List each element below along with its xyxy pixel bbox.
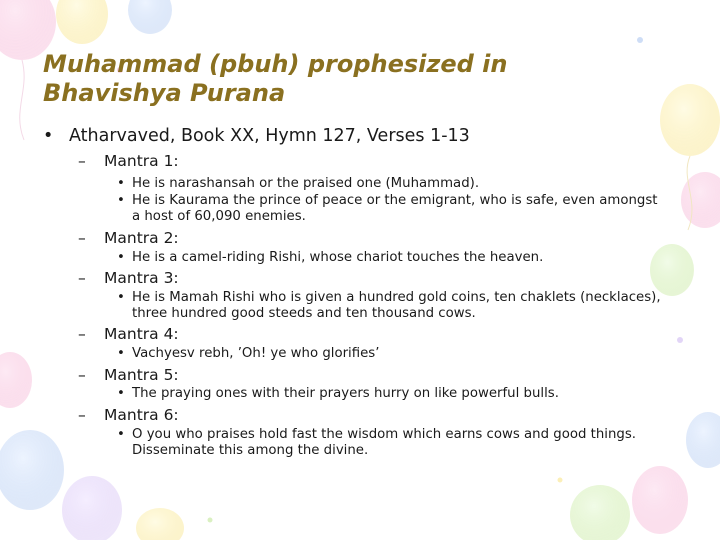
mantra-label: Mantra 5: bbox=[104, 366, 179, 384]
dash-marker: – bbox=[78, 229, 86, 247]
main-bullet-item bbox=[43, 126, 470, 146]
mantra-point bbox=[117, 386, 692, 402]
mantra-point-text: He is Kaurama the prince of peace or the emigrant, who is safe, even amongst a host of 60,090 enemies. bbox=[132, 193, 658, 224]
bullet-marker: • bbox=[117, 386, 125, 401]
mantra-point-text: He is a camel-riding Rishi, whose chariot touches the heaven. bbox=[132, 250, 544, 265]
mantra-heading bbox=[78, 406, 179, 424]
mantra-heading bbox=[78, 152, 179, 170]
bullet-marker: • bbox=[117, 346, 125, 361]
bullet-marker: • bbox=[117, 250, 125, 265]
mantra-point-text: He is Mamah Rishi who is given a hundred gold coins, ten chaklets (necklaces), three hundred good steeds and ten thousand cows. bbox=[132, 290, 661, 321]
main-bullet-text: Atharvaved, Book XX, Hymn 127, Verses 1-13 bbox=[69, 126, 470, 146]
dash-marker: – bbox=[78, 325, 86, 343]
mantra-label: Mantra 1: bbox=[104, 152, 179, 170]
mantra-label: Mantra 3: bbox=[104, 269, 179, 287]
bullet-marker: • bbox=[117, 193, 125, 208]
bullet-marker: • bbox=[117, 427, 125, 442]
mantra-point-text: The praying ones with their prayers hurry on like powerful bulls. bbox=[132, 386, 559, 401]
mantra-point bbox=[117, 427, 652, 459]
mantra-label: Mantra 4: bbox=[104, 325, 179, 343]
mantra-point-text: O you who praises hold fast the wisdom which earns cows and good things. Disseminate this among the divine. bbox=[132, 427, 637, 458]
slide-title-line: Muhammad (pbuh) prophesized in bbox=[43, 50, 508, 78]
mantra-point bbox=[117, 290, 677, 322]
mantra-heading bbox=[78, 269, 179, 287]
mantra-heading bbox=[78, 366, 179, 384]
mantra-point bbox=[117, 176, 692, 192]
mantra-point bbox=[117, 250, 692, 266]
mantra-label: Mantra 6: bbox=[104, 406, 179, 424]
mantra-point-text: Vachyesv rebh, ’Oh! ye who glorifies’ bbox=[132, 346, 380, 361]
mantra-point-text: He is narashansah or the praised one (Muhammad). bbox=[132, 176, 480, 191]
dash-marker: – bbox=[78, 269, 86, 287]
bullet-marker: • bbox=[117, 290, 125, 305]
mantra-point bbox=[117, 346, 692, 362]
dash-marker: – bbox=[78, 366, 86, 384]
bullet-marker: • bbox=[117, 176, 125, 191]
mantra-label: Mantra 2: bbox=[104, 229, 179, 247]
mantra-heading bbox=[78, 325, 179, 343]
dash-marker: – bbox=[78, 406, 86, 424]
dash-marker: – bbox=[78, 152, 86, 170]
mantra-point bbox=[117, 193, 662, 225]
slide-title-line: Bhavishya Purana bbox=[43, 79, 286, 107]
bullet-marker: • bbox=[43, 126, 54, 146]
mantra-heading bbox=[78, 229, 179, 247]
